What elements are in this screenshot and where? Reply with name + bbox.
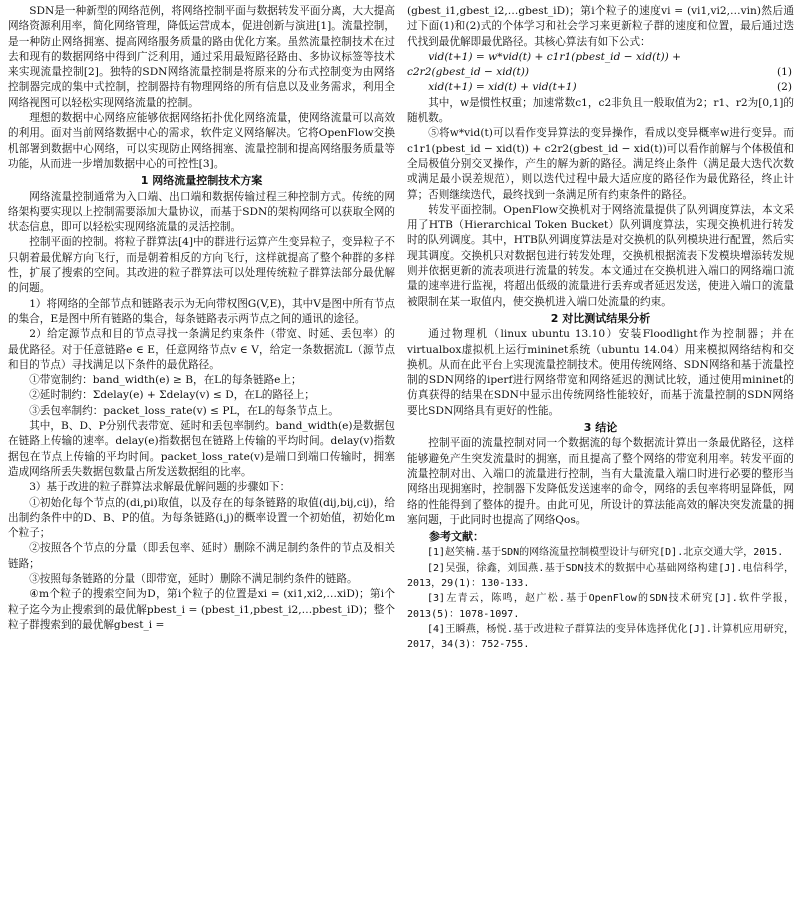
intro-paragraph-2: 理想的数据中心网络应能够依据网络拓扑优化网络流量，使网络流量可以高效的利用。面对当前网络数据中心的需求，软件定义网络解决。它将OpenFlow交换机部署到数据中心网络，可以实现防止网络拥塞、流量控制和提高网络服务质量等功能，从而进一步增加数据中心的可控性[3]。 [8,112,395,170]
step-4-continued: (gbest_i1,gbest_i2,…gbest_iD)；第i个粒子的速度vi = (vi1,vi2,…vin)然后通过下面(1)和(2)式的个体学习和社会学习来更新粒子群的速度和位置，最后通过迭代找到最优解即最优路径。其核心算法有如下公式： [407,5,794,48]
forwarding-plane-paragraph: 转发平面控制。OpenFlow交换机对于网络流量提供了队列调度算法，本文采用了HTB（Hierarchical Token Bucket）队列调度算法，实现交换机进行转发时的队列调度。其中，HTB队列调度算法是对交换机的队列模块进行配置，然后实现其调度。交换机只对数据包进行转发处理，交换机根据流表下发模块增添转发规则并依据更新的流表项进行流量的转发。本文通过在交换机进入端口的网络端口流量的速率进行监视，将超出低级的流量进行丢弃或者延迟发送，使进入端口的流量被限制在某一取值内，使交换机进入端口处流量的约束。 [407,203,794,308]
equation-1-number: (1) [776,66,792,79]
steps-intro: 3）基于改进的粒子群算法求解最优解问题的步骤如下： [29,481,291,494]
left-column [8,4,395,905]
reference-item: [1]赵笑楠.基于SDN的网络流量控制模型设计与研究[D].北京交通大学，2015. [427,547,784,559]
section1-paragraph-1: 网络流量控制通常为入口端、出口端和数据传输过程三种控制方式。传统的网络架构要实现以上控制需要添加大量协议，而基于SDN的架构网络可以获取全网的状态信息，即可以轻松实现网络流量的灵活控制。 [8,190,395,234]
reference-item: [4]王瞬燕，杨悦.基于改进粒子群算法的变异体选择优化[J].计算机应用研究，2017，34(3)：752-755. [407,623,794,651]
constraint-bandwidth: ①带宽制约：band_width(e) ≥ B，在L的每条链路e上； [29,374,302,387]
section1-paragraph-2: 控制平面的控制。将粒子群算法[4]中的群进行运算产生变异粒子，变异粒子不只朝着最优解方向飞行，而是朝着相反的方向飞行，这样就提高了整个种群的多样性，扩展了搜索的空间。其改进的粒子群算法可以处理传统粒子群算法部分最优解的问题。 [8,236,395,295]
step-4: ④m个粒子的搜索空间为D，第i个粒子的位置是xi = (xi1,xi2,…xiD)；第i个粒子迄今为止搜索到的最优解pbest_i = (pbest_i1,pbest_i2,…pbest_iD)；整个粒子群搜索到的最优解gbest_i = [8,588,395,631]
test-paragraph: 通过物理机（linux ubuntu 13.10）安装Floodlight作为控制器；并在virtualbox虚拟机上运行mininet系统（ubuntu 14.04）用来模拟网络结构和交换机。从而在此平台上实现流量控制技术。使用传统网络、SDN网络和基于流量控制的SDN网络的iperf进行网络带宽和网络延迟的测试比较，通过使用mininet的仿真获得的结果在SDN中显示出传统网络性能较好，而基于流量控制的SDN网络要比SDN网络具有更好的性能。 [407,328,794,417]
section-heading-2: 2 对比测试结果分析 [550,311,651,325]
constraint-packet-loss: ③丢包率制约：packet_loss_rate(v) ≤ PL，在L的每条节点上。 [29,404,339,417]
reference-item: [3]左青云，陈鸣，赵广松.基于OpenFlow的SDN技术研究[J].软件学报，2013(5)：1078-1097. [407,593,794,620]
constraint-explanation: 其中，B、D、P分别代表带宽、延时和丢包率制约。band_width(e)是数据包在链路上传输的速率。delay(e)指数据包在链路上传输的平均时间。delay(v)指数据包在节点上传输的平均时间。packet_loss_rate(v)是端口到端口传输时，拥塞造成网络所丢失数据包数量占所发送数据组的比率。 [8,420,395,478]
equation-2-body: xid(t+1) = xid(t) + vid(t+1) [428,81,577,94]
step-2: ②按照各个节点的分量（即丢包率、延时）删除不满足制约条件的节点及相关链路； [8,542,395,570]
section-heading-1: 1 网络流量控制技术方案 [140,174,263,188]
step-1: ①初始化每个节点的(di,pi)取值，以及存在的每条链路的取值(dij,bij,cij)，给出制约条件中的D、B、P的值。为每条链路(i,j)的概率设置一个初始值，初始化m个粒子； [8,496,395,540]
constraint-delay: ②延时制约：Σdelay(e) + Σdelay(v) ≤ D，在L的路径上； [29,389,315,402]
equation-1-line-2 [407,65,794,80]
intro-paragraph-1: SDN是一种新型的网络范例，将网络控制平面与数据转发平面分离，大大提高网络资源利用率，简化网络管理，降低运营成本，促进创新与演进[1]。流量控制，是一种防止网络拥塞、提高网络服务质量的路由优化方案。虽然流量控制技术在过去和现有的数据网络中得到广泛利用，通过采用最短路径路由、多协议标签等技术来实现流量控制[2]。独特的SDN网络流量控制是将原来的分布式控制变为由网络控制器完成的集中式控制，控制器持有物理网络的所有信息以及业务需求，利用全网络视图可以轻松实现网络流量的控制。 [8,5,395,109]
path-constraint-intro: 2）给定源节点和目的节点寻找一条满足约束条件（带宽、时延、丢包率）的最优路径。对于任意链路e ∈ E，任意网络节点v ∈ V，给定一条数据流L（源节点和目的节点）寻找满足以下条件的最优路径。 [8,328,395,371]
equation-1-part-2: c2r2(gbest_id − xid(t)) [407,66,530,79]
references-heading: 参考文献： [429,530,484,544]
step-3: ③按照每条链路的分量（即带宽，延时）删除不满足制约条件的链路。 [29,572,358,585]
reference-item: [2]吴强，徐鑫，刘国燕.基于SDN技术的数据中心基础网络构建[J].电信科学，2013，29(1)：130-133. [407,562,794,589]
conclusion-paragraph: 控制平面的流量控制对同一个数据流的每个数据流计算出一条最优路径，这样能够避免产生突发流量时的拥塞，而且提高了整个网络的带宽利用率。转发平面的流量控制对出、入端口的流量进行控制，当有大量流量入端口时进行必要的整形当网络出现拥塞时，控制器下发降低发送速率的命令，网络的丢包率将明显降低，网络的性能得到了整体的提升。由此可见，所设计的算法能高效的解决突发流量的拥塞问题，于此同时也提高了网络Qos。 [407,437,794,526]
graph-definition: 1）将网络的全部节点和链路表示为无向带权图G(V,E)，其中V是图中所有节点的集合，E是图中所有链路的集合，每条链路表示两节点之间的通讯的途径。 [8,297,396,325]
step-5: ⑤将w*vid(t)可以看作变异算法的变异操作，看成以变异概率w进行变异。而c1r1(pbest_id − xid(t)) + c2r2(gbest_id − xid(t))可以看作前解与个体极值和全局极值分别交叉操作，产生的解为新的路径。满足终止条件（满足最大迭代次数或满足最小误差规范），则以迭代过程中最大适应度的路径作为最优路径，终止计算；否则继续迭代，最终找到一条满足所有约束条件的路径。 [407,127,794,201]
right-column [407,4,794,905]
equation-2-number: (2) [776,81,792,94]
equation-1-line-1 [407,50,794,65]
equation-1-part-1: vid(t+1) = w*vid(t) + c1r1(pbest_id − xid(t)) + [428,50,682,63]
equation-2 [407,80,794,95]
equation-symbols: 其中，w是惯性权重；加速常数c1，c2非负且一般取值为2；r1、r2为[0,1]的随机数。 [407,96,794,125]
section-heading-3: 3 结论 [583,421,618,435]
